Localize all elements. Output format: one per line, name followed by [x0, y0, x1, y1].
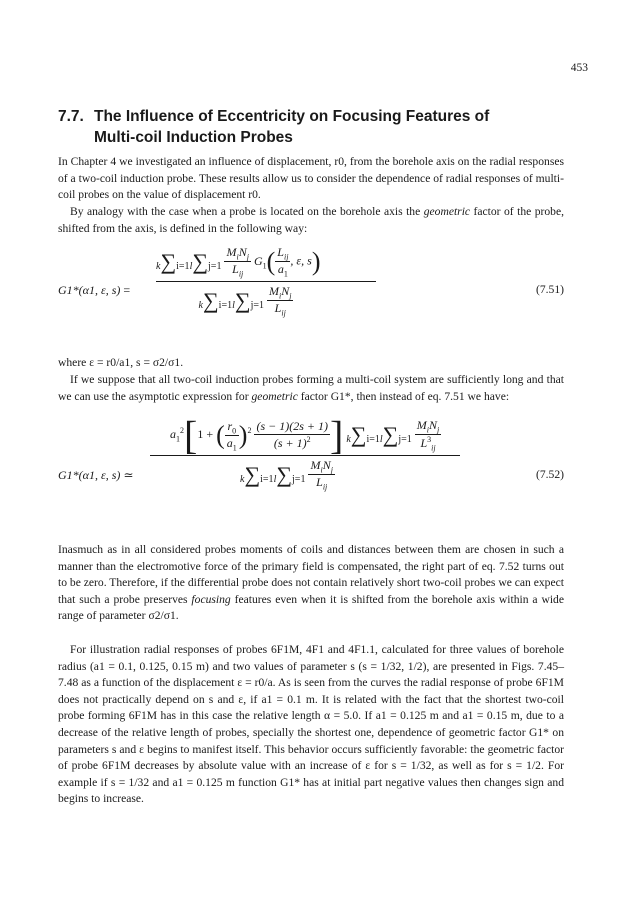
equation-7-51	[58, 245, 564, 345]
eq1-sum-i: k∑i=1	[156, 248, 190, 274]
eq1-sum-j: l∑j=1	[189, 248, 222, 274]
section-title	[58, 106, 578, 148]
equation-number-7-51: (7.51)	[535, 283, 564, 296]
paragraph-3: where ε = r0/a1, s = σ2/σ1.	[58, 356, 184, 369]
paragraph-1: In Chapter 4 we investigated an influence of displacement, r0, from the borehole axis on the radial responses of a two-coil induction probe. These results allow us to consider the dependence of radial responses of multi-coil probes on the value of displacement r0.	[58, 155, 564, 202]
paragraph-6: For illustration radial responses of probes 6F1M, 4F1 and 4F1.1, calculated for three values of borehole radius (a1 = 0.1, 0.125, 0.15 m) and two values of parameter s (s = 1/32, 1/2), are presented in Figs. 7.45–7.48 as a function of the displacement ε = r0/a. As is seen from the curves the radial response of probe 6F1M does not practically depend on s and ε, if a1 = 0.1 m. It is related with the fact that the shortest two-coil probe forming 6F1M has in this case the relative length α = 5.0. If a1 = 0.125 m and a1 = 0.15 m, due to a decrease of the relative length of probes, specially the shortest one, dependence of geometric factor G1* on parameters s and ε begins to manifest itself. This behavior occurs sufficiently favorable: the geometric factor of probe 6F1M decreases by absolute value with an increase of ε for s = 1/32, as well as for s = 1/2. For example if s = 1/32 and a1 = 0.125 m function G1* has at initial part negative values then changes sign and begins to increase.	[58, 643, 564, 806]
paragraph-2-text-b: factor of the probe, shifted from the axis, is defined in the following way:	[58, 205, 565, 235]
page-number: 453	[570, 62, 588, 74]
paragraph-5-text-b: features even when it is shifted from the borehole axis within a wide range of parameter σ2/σ1.	[58, 592, 564, 623]
equation-lhs	[58, 283, 130, 298]
section-number: 7.7.	[58, 108, 84, 125]
paragraph-2	[58, 204, 564, 237]
section-title-line2: Multi-coil Induction Probes	[94, 129, 293, 146]
eq1-sign: =	[123, 283, 131, 297]
equation-7-52	[58, 412, 564, 536]
eq1-denominator: k∑i=1l∑j=1 $\frac{M_iN_j}{L_{ij}}$	[198, 283, 292, 318]
eq2-lhs-text: G1*(α1, ε, s)	[58, 468, 121, 482]
eq1-arg: $\frac{L_{ij}}{a_1}$	[277, 245, 289, 279]
paragraph-4	[58, 372, 564, 405]
paragraph-4-text-b: factor G1*, then instead of eq. 7.51 we have:	[297, 389, 510, 403]
paragraph-2-text-a: By analogy with the case when a probe is located on the borehole axis the	[70, 205, 424, 218]
eq1-numerator: k∑i=1l∑j=1 $\frac{M_iN_j}{L_{ij}}$ $G_1$( $\frac{L_{ij}}{a_1}$ , ε, s)	[156, 245, 376, 282]
eq1-fraction	[156, 245, 376, 318]
eq2-denominator: k∑i=1l∑j=1 $\frac{M_iN_j}{L_{ij}}$	[240, 457, 333, 492]
paragraph-2-italic: geometric	[423, 205, 471, 218]
paragraph-5	[58, 542, 564, 625]
eq2-sign: ≃	[123, 468, 134, 482]
eq2-s-frac: $\frac{(s - 1)(2s + 1)}{(s + 1)^2}$	[256, 419, 328, 451]
paragraph-5-italic: focusing	[191, 592, 231, 606]
eq1-lhs-text: G1*(α1, ε, s)	[58, 283, 121, 297]
eq2-numerator: $a_1^2[1$ + ( $\frac{r_0}{a_1}$ )$^2$ $\frac{(s - 1)(2s + 1)}{(s + 1)^2}$ ] k∑i=1l∑j=1 $\frac{M_iN_j}{L^3_{ij}}$	[150, 418, 460, 456]
paragraph-5-text-a: Inasmuch as in all considered probes moments of coils and distances between them are chosen in such a manner than the electromotive force of the primary field is compensated, the right part of eq. 7.52 turns out to be zero. Therefore, if the differential probe does not contain relatively short two-coil probes we can expect that such a probe preserves	[58, 543, 564, 606]
paragraph-4-italic: geometric	[251, 389, 298, 403]
section-title-line1: The Influence of Eccentricity on Focusing Features of	[94, 108, 490, 125]
equation-number-7-52: (7.52)	[535, 468, 564, 481]
paragraph-4-text-a: If we suppose that all two-coil induction probes forming a multi-coil system are sufficiently long and that we can use the asymptotic expression for	[58, 373, 564, 403]
eq1-coef: $\frac{M_iN_j}{L_{ij}}$	[226, 245, 249, 279]
eq2-fraction	[150, 412, 460, 492]
equation-lhs-2	[58, 468, 133, 483]
